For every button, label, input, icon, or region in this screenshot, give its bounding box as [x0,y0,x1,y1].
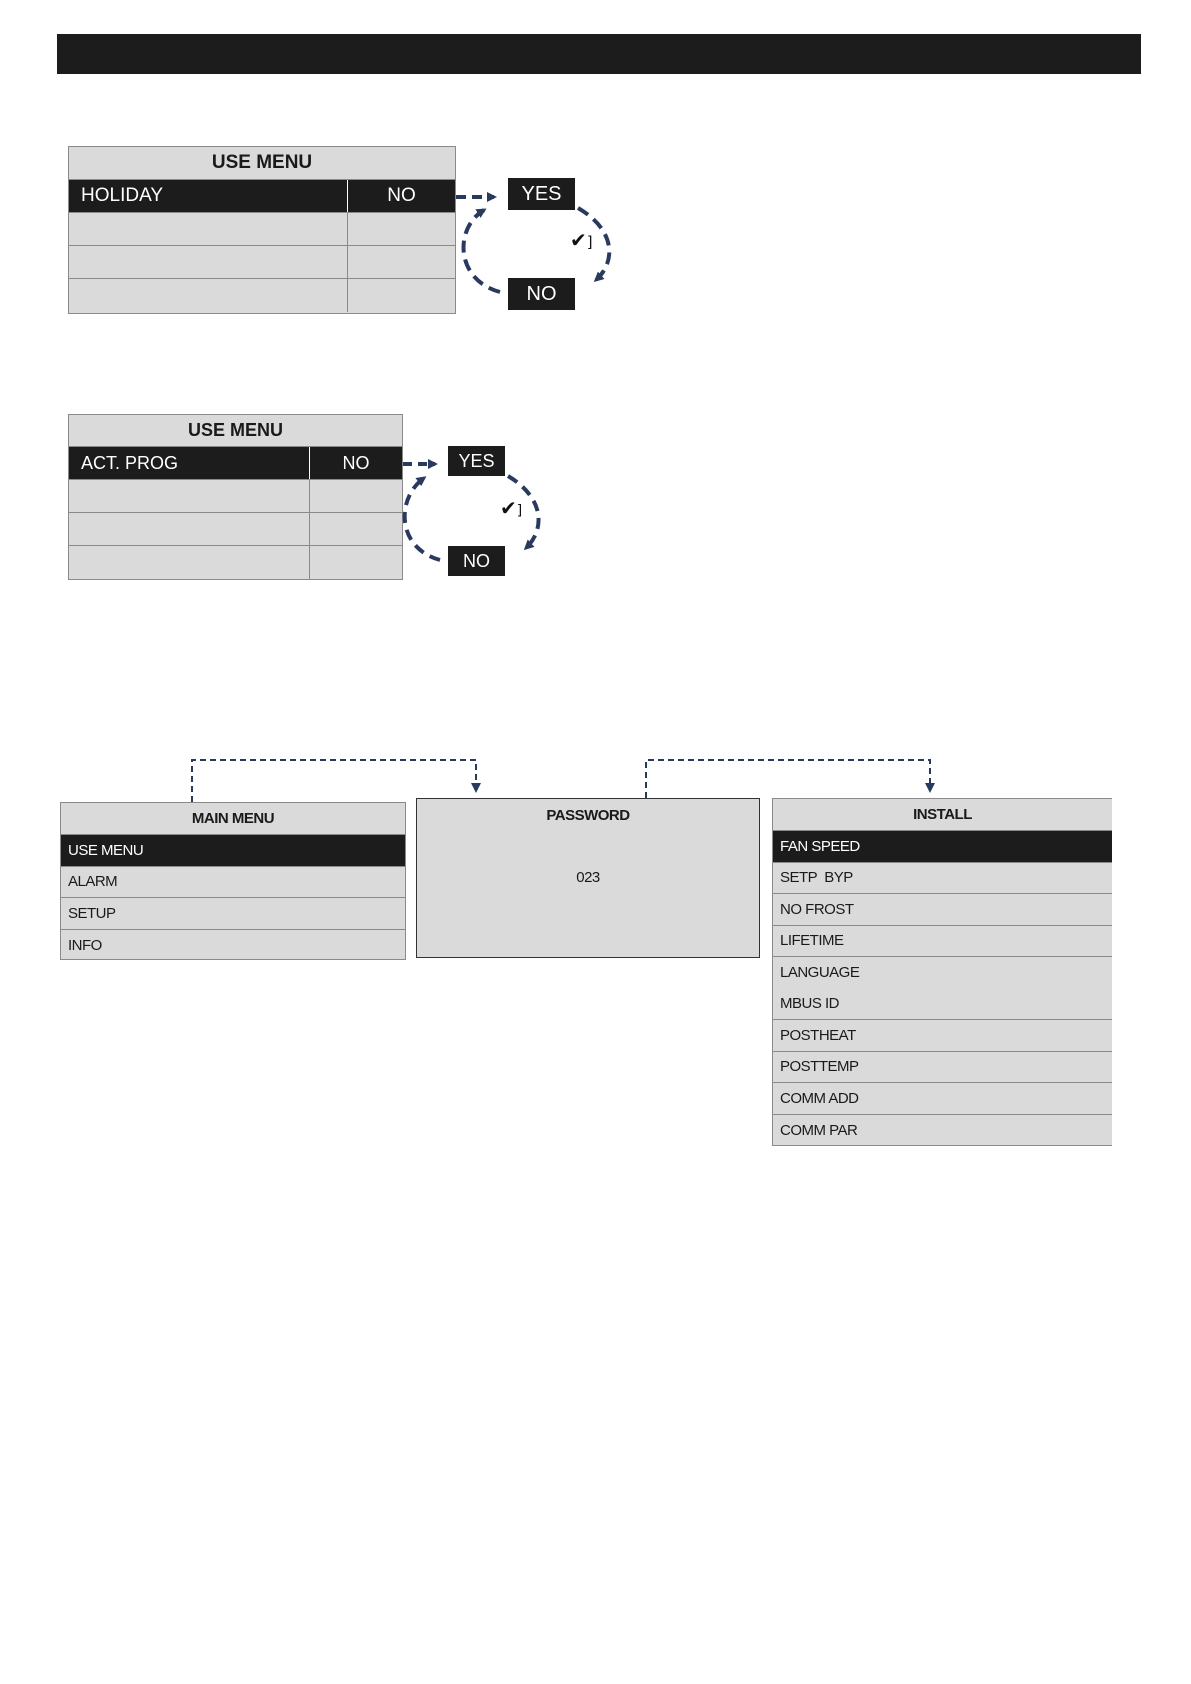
cycle-arrow-down [578,208,609,280]
menu-title: INSTALL [773,799,1112,831]
no-option[interactable]: NO [508,278,575,310]
menu-title: USE MENU [69,147,455,180]
menu-item-label: SETUP [68,904,116,922]
menu-item-label: USE MENU [68,841,144,859]
menu-item-label: ALARM [68,873,118,891]
connector-main-to-password [192,760,476,802]
menu-item-label: FAN SPEED [780,837,860,855]
menu-item-label: INFO [68,936,102,954]
menu-item-label: POSTTEMP [780,1058,859,1076]
check-bracket-icon: ✔] [570,228,593,252]
cycle-arrow-up [464,210,500,292]
yes-option[interactable]: YES [508,178,575,210]
menu-title: PASSWORD [546,806,630,824]
cycle-arrow-up [405,478,440,560]
menu-row-value: NO [309,447,402,479]
connector-password-to-install [646,760,930,798]
menu-item-label: MBUS ID [780,995,840,1013]
password-value[interactable]: 023 [576,869,600,886]
menu-title: MAIN MENU [61,803,405,835]
menu-item-label: COMM ADD [780,1089,859,1107]
menu-title: USE MENU [69,415,402,447]
menu-item-label: LIFETIME [780,932,844,950]
menu-item-label: COMM PAR [780,1121,858,1139]
menu-item-label: SETP BYP [780,869,853,887]
menu-row-value: NO [347,180,455,212]
menu-row-label: HOLIDAY [81,185,164,206]
no-option[interactable]: NO [448,546,505,576]
check-bracket-icon: ✔] [500,496,523,520]
menu-row-label: ACT. PROG [81,452,179,473]
menu-item-label: LANGUAGE [780,964,860,982]
yes-option[interactable]: YES [448,446,505,476]
menu-item-label: NO FROST [780,900,854,918]
menu-item-label: POSTHEAT [780,1026,856,1044]
cycle-arrow-down [508,476,539,548]
